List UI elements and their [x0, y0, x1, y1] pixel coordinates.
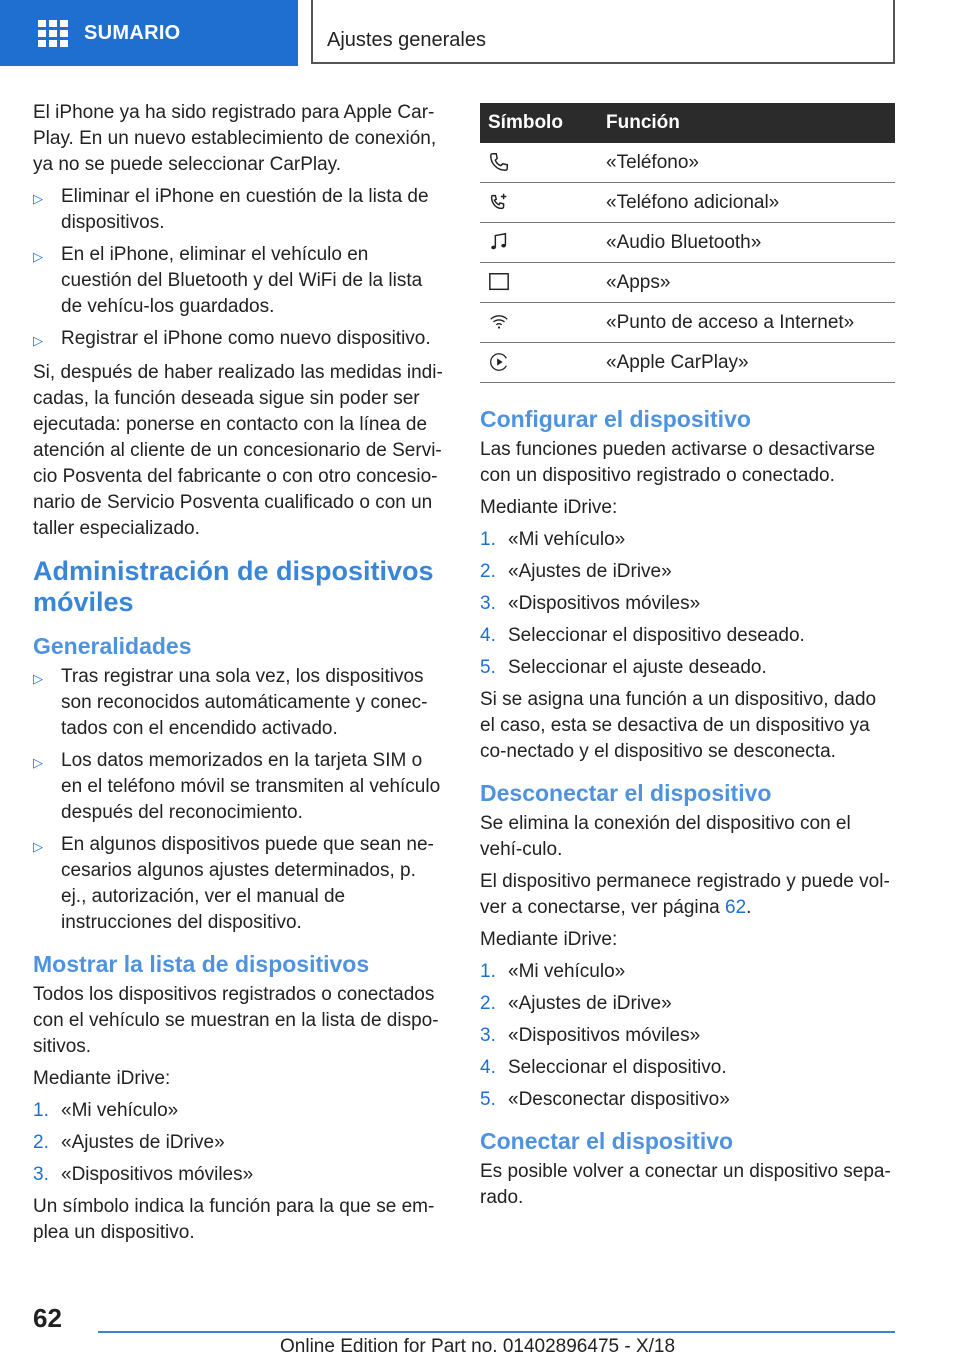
via-idrive-text: Mediante iDrive:	[480, 929, 618, 950]
table-row	[480, 303, 895, 343]
list-item: ▷ Tras registrar una sola vez, los dispositivos son reconocidos automáticamente y conec-tados con el encendido activado.	[33, 664, 443, 742]
step-item: 3. «Dispositivos móviles»	[480, 1025, 701, 1046]
list-item: ▷ En el iPhone, eliminar el vehículo en cuestión del Bluetooth y del WiFi de la lista de vehícu-los guardados.	[33, 242, 443, 320]
table-row	[480, 143, 895, 183]
intro-paragraph: El iPhone ya ha sido registrado para Apple Car-Play. En un nuevo establecimiento de conexión, ya no se puede seleccionar CarPlay.	[33, 102, 437, 175]
sumario-button[interactable]	[0, 0, 298, 66]
sumario-label: SUMARIO	[84, 21, 181, 44]
list-item: ▷ Eliminar el iPhone en cuestión de la lista de dispositivos.	[33, 184, 443, 236]
function-cell: «Punto de acceso a Internet»	[598, 303, 895, 343]
symbol-function-table	[480, 103, 895, 383]
footer-divider	[98, 1331, 895, 1333]
step-item: 2. «Ajustes de iDrive»	[480, 561, 672, 582]
triangle-bullet-icon: ▷	[33, 249, 43, 264]
step-item: 1. «Mi vehículo»	[480, 961, 626, 982]
heading-configure-device: Configurar el dispositivo	[480, 406, 751, 432]
phone-icon	[488, 151, 510, 173]
via-idrive-text: Mediante iDrive:	[33, 1068, 171, 1089]
symbol-paragraph: Un símbolo indica la función para la que se em-plea un dispositivo.	[33, 1196, 435, 1243]
disconnect-reference-paragraph: El dispositivo permanece registrado y puede vol-ver a conectarse, ver página 62.	[480, 871, 890, 918]
right-column	[480, 103, 895, 1217]
triangle-bullet-icon: ▷	[33, 671, 43, 686]
config-paragraph: Las funciones pueden activarse o desactivarse con un dispositivo registrado o conectado.	[480, 439, 876, 486]
page-header	[0, 0, 960, 66]
list-item: ▷ Los datos memorizados en la tarjeta SIM o en el teléfono móvil se transmiten al vehículo después del reconocimiento.	[33, 748, 443, 826]
triangle-bullet-icon: ▷	[33, 839, 43, 854]
table-row	[480, 183, 895, 223]
table-row	[480, 263, 895, 303]
column-header-symbol: Símbolo	[480, 103, 598, 143]
step-item: 3. «Dispositivos móviles»	[33, 1164, 254, 1185]
column-header-function: Función	[598, 103, 895, 143]
grid-menu-icon	[38, 20, 68, 46]
triangle-bullet-icon: ▷	[33, 333, 43, 348]
step-item: 2. «Ajustes de iDrive»	[33, 1132, 225, 1153]
device-list-paragraph: Todos los dispositivos registrados o conectados con el vehículo se muestran en la lista de dispo-sitivos.	[33, 984, 439, 1057]
music-note-icon	[488, 231, 510, 253]
section-title: Ajustes generales	[327, 29, 486, 51]
heading-connect-device: Conectar el dispositivo	[480, 1128, 734, 1154]
via-idrive-text: Mediante iDrive:	[480, 497, 618, 518]
table-row	[480, 343, 895, 383]
function-cell: «Apps»	[598, 263, 895, 303]
connect-paragraph: Es posible volver a conectar un dispositivo sepa-rado.	[480, 1161, 891, 1208]
function-cell: «Teléfono»	[598, 143, 895, 183]
list-item: ▷ En algunos dispositivos puede que sean ne-cesarios algunos ajustes determinados, p. ej., autorización, ver el manual de instrucciones del dispositivo.	[33, 832, 443, 936]
disconnect-paragraph: Se elimina la conexión del dispositivo con el vehí-culo.	[480, 813, 851, 860]
apps-square-icon	[488, 271, 510, 293]
additional-phone-icon	[488, 191, 510, 213]
main-heading: Administración de dispositivos móviles	[33, 556, 434, 617]
heading-device-list: Mostrar la lista de dispositivos	[33, 951, 370, 977]
wifi-hotspot-icon	[488, 311, 510, 333]
heading-disconnect-device: Desconectar el dispositivo	[480, 780, 772, 806]
step-item: 5. Seleccionar el ajuste deseado.	[480, 657, 767, 678]
table-row	[480, 223, 895, 263]
header-title-box	[311, 0, 895, 64]
step-item: 1. «Mi vehículo»	[480, 529, 626, 550]
heading-generalidades: Generalidades	[33, 633, 192, 659]
step-item: 4. Seleccionar el dispositivo.	[480, 1057, 727, 1078]
step-item: 3. «Dispositivos móviles»	[480, 593, 701, 614]
carplay-play-icon	[488, 351, 510, 373]
step-item: 1. «Mi vehículo»	[33, 1100, 179, 1121]
table-header-row	[480, 103, 895, 143]
triangle-bullet-icon: ▷	[33, 191, 43, 206]
function-cell: «Audio Bluetooth»	[598, 223, 895, 263]
footer-edition-text: Online Edition for Part no. 01402896475 - X/18	[280, 1336, 676, 1357]
support-paragraph: Si, después de haber realizado las medidas indi-cadas, la función deseada sigue sin poder ser ejecutada: ponerse en contacto con la línea de atención al cliente de un concesionario de Servi-cio Posventa del fabricante o con otro concesio-nario de Servicio Posventa cualificado o con un taller especializado.	[33, 362, 443, 539]
function-cell: «Apple CarPlay»	[598, 343, 895, 383]
function-cell: «Teléfono adicional»	[598, 183, 895, 223]
triangle-bullet-icon: ▷	[33, 755, 43, 770]
left-column	[33, 100, 443, 1252]
page-number: 62	[33, 1303, 62, 1333]
step-item: 5. «Desconectar dispositivo»	[480, 1089, 730, 1110]
page-link[interactable]: 62	[725, 897, 747, 918]
config-note: Si se asigna una función a un dispositivo, dado el caso, esta se desactiva de un dispositivo ya co-nectado y el dispositivo se desconecta.	[480, 689, 877, 762]
list-item: ▷ Registrar el iPhone como nuevo dispositivo.	[33, 326, 443, 354]
step-item: 4. Seleccionar el dispositivo deseado.	[480, 625, 805, 646]
step-item: 2. «Ajustes de iDrive»	[480, 993, 672, 1014]
